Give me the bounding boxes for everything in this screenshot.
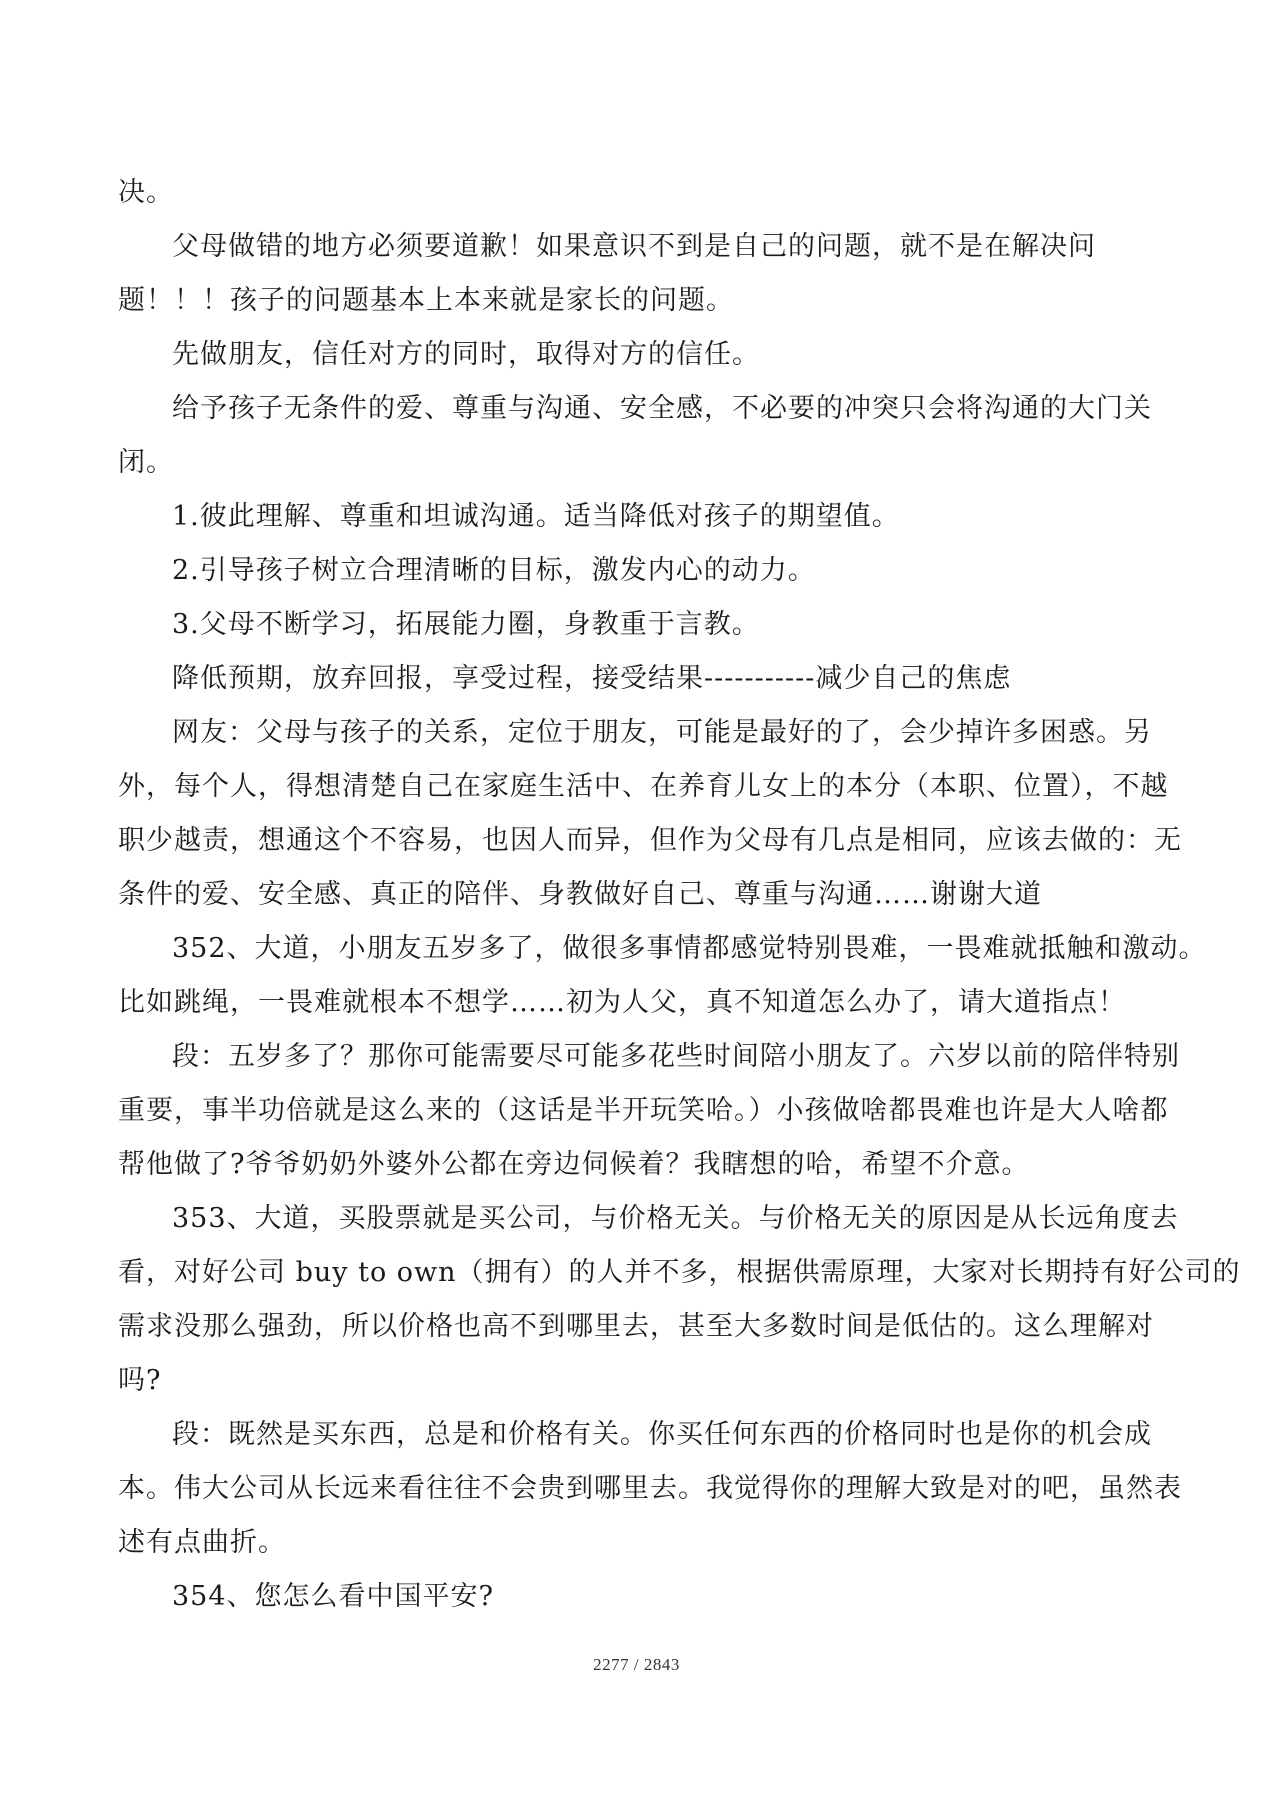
text-line: 段：既然是买东西，总是和价格有关。你买任何东西的价格同时也是你的机会成: [172, 1419, 1152, 1450]
text-line: 条件的爱、安全感、真正的陪伴、身教做好自己、尊重与沟通……谢谢大道: [118, 879, 1042, 910]
paragraph: [118, 166, 1158, 220]
text-line: 353、大道，买股票就是买公司，与价格无关。与价格无关的原因是从长远角度去: [172, 1203, 1179, 1234]
paragraph: [118, 328, 1158, 382]
text-line: 354、您怎么看中国平安?: [172, 1581, 495, 1612]
text-line: 决。: [118, 177, 174, 208]
paragraph: [118, 1408, 1182, 1570]
page-number: 2277 / 2843: [593, 1655, 680, 1674]
paragraph: [118, 490, 1158, 544]
paragraph: [118, 922, 1207, 1030]
paragraph: [118, 652, 1158, 706]
text-line: 352、大道，小朋友五岁多了，做很多事情都感觉特别畏难，一畏难就抵触和激动。: [172, 933, 1207, 964]
text-line: 本。伟大公司从长远来看往往不会贵到哪里去。我觉得你的理解大致是对的吧，虽然表: [118, 1473, 1182, 1504]
text-line: 重要，事半功倍就是这么来的（这话是半开玩笑哈。）小孩做啥都畏难也许是大人啥都: [118, 1095, 1169, 1126]
paragraph: [118, 598, 1158, 652]
text-line: 比如跳绳，一畏难就根本不想学……初为人父，真不知道怎么办了，请大道指点！: [118, 987, 1126, 1018]
text-line: 降低预期，放弃回报，享受过程，接受结果-----------减少自己的焦虑: [172, 663, 1012, 694]
paragraph: [118, 1570, 1158, 1624]
text-line: 父母做错的地方必须要道歉！如果意识不到是自己的问题，就不是在解决问: [172, 231, 1096, 262]
text-line: 需求没那么强劲，所以价格也高不到哪里去，甚至大多数时间是低估的。这么理解对: [118, 1311, 1154, 1342]
text-line: 职少越责，想通这个不容易，也因人而异，但作为父母有几点是相同，应该去做的：无: [118, 825, 1182, 856]
text-line: 3.父母不断学习，拓展能力圈，身教重于言教。: [172, 609, 760, 640]
text-line: 题！！！孩子的问题基本上本来就是家长的问题。: [118, 285, 734, 316]
text-line: 网友：父母与孩子的关系，定位于朋友，可能是最好的了，会少掉许多困惑。另: [172, 717, 1152, 748]
text-line: 2.引导孩子树立合理清晰的目标，激发内心的动力。: [172, 555, 816, 586]
paragraph: [118, 220, 1158, 328]
paragraph: [118, 382, 1158, 490]
text-line: 先做朋友，信任对方的同时，取得对方的信任。: [172, 339, 760, 370]
text-line: 外，每个人，得想清楚自己在家庭生活中、在养育儿女上的本分（本职、位置），不越: [118, 771, 1169, 802]
paragraph: [118, 706, 1182, 922]
text-line: 段：五岁多了？那你可能需要尽可能多花些时间陪小朋友了。六岁以前的陪伴特别: [172, 1041, 1180, 1072]
text-line: 看，对好公司 buy to own（拥有）的人并不多，根据供需原理，大家对长期持有好公司的: [118, 1257, 1241, 1288]
paragraph: [118, 1030, 1180, 1192]
text-line: 闭。: [118, 447, 174, 478]
text-line: 述有点曲折。: [118, 1527, 286, 1558]
text-line: 帮他做了?爷爷奶奶外婆外公都在旁边伺候着？我瞎想的哈，希望不介意。: [118, 1149, 1030, 1180]
text-line: 给予孩子无条件的爱、尊重与沟通、安全感，不必要的冲突只会将沟通的大门关: [172, 393, 1152, 424]
document-body: [118, 166, 1241, 1624]
text-line: 1.彼此理解、尊重和坦诚沟通。适当降低对孩子的期望值。: [172, 501, 900, 532]
paragraph: [118, 544, 1158, 598]
text-line: 吗?: [118, 1365, 162, 1396]
paragraph: [118, 1192, 1241, 1408]
